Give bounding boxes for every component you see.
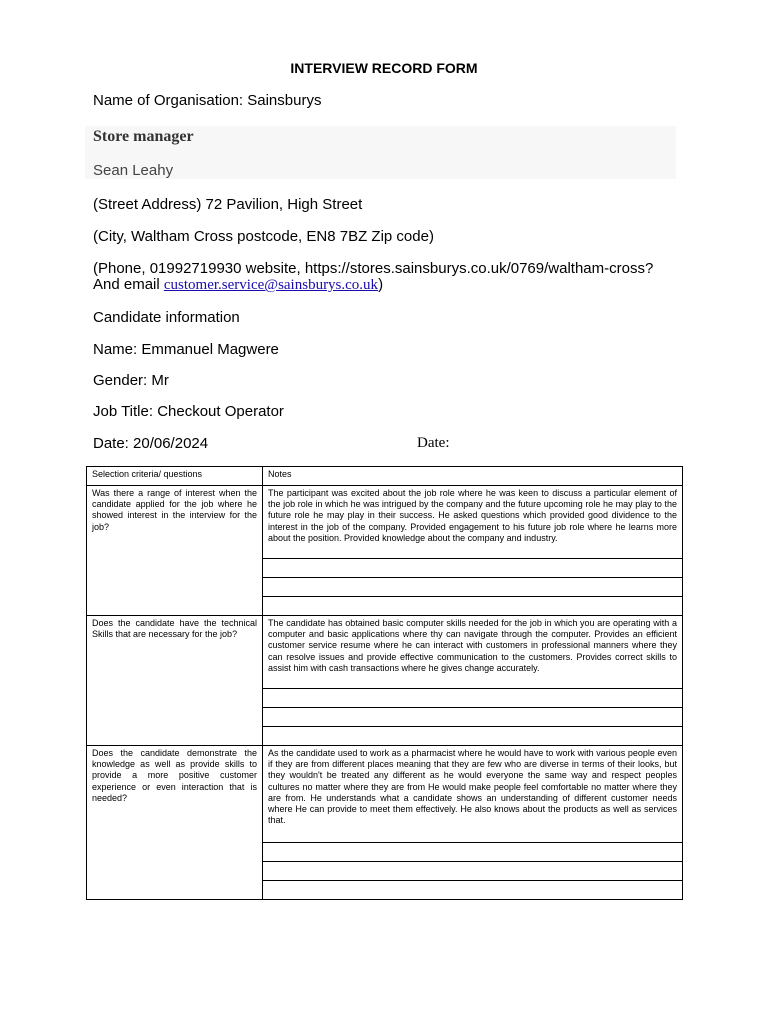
phone-website: (Phone, 01992719930 website, https://stores.sainsburys.co.uk/0769/waltham-cross? [93, 260, 654, 277]
form-title: INTERVIEW RECORD FORM [290, 60, 478, 76]
second-date-label: Date: [417, 435, 450, 451]
email-link[interactable]: customer.service@sainsburys.co.uk [163, 277, 379, 293]
table-row [87, 486, 683, 559]
blank-note-line[interactable] [263, 843, 683, 862]
blank-note-line[interactable] [263, 689, 683, 708]
email-suffix: ) [378, 276, 384, 293]
criteria-question: Does the candidate demonstrate the knowledge as well as provide skills to provide a more positive customer experience or even interaction that is needed? [87, 746, 263, 900]
blank-note-line[interactable] [263, 862, 683, 881]
selection-criteria-table [86, 466, 683, 900]
criteria-question: Was there a range of interest when the candidate applied for the job where he showed interest in the interview for the job? [87, 486, 263, 616]
candidate-job-title: Job Title: Checkout Operator [93, 403, 284, 420]
candidate-gender: Gender: Mr [93, 372, 169, 389]
column-header-notes: Notes [263, 467, 683, 486]
criteria-notes: The candidate has obtained basic computer skills needed for the job in which you are operating with a computer and basic applications where thy can navigate through the computer. Provides an efficient customer service resume where he can interact with customers in professional manners where they can resolve issues and provide effective communication to the customers. Provides correct skills to assist him with cash transactions where he gives change accurately. [263, 616, 683, 689]
email-prefix: And email [93, 276, 164, 293]
blank-note-line[interactable] [263, 881, 683, 900]
table-row [87, 616, 683, 689]
interview-date: Date: 20/06/2024 [93, 435, 209, 452]
blank-note-line[interactable] [263, 708, 683, 727]
city-postcode: (City, Waltham Cross postcode, EN8 7BZ Zip code) [93, 228, 434, 245]
store-manager-name: Sean Leahy [93, 162, 174, 179]
street-address: (Street Address) 72 Pavilion, High Street [93, 196, 363, 213]
blank-note-line[interactable] [263, 578, 683, 597]
criteria-notes: The participant was excited about the job role where he was keen to discuss a particular element of the job role in which he was intrigued by the company and the future upcoming role he may play to the future role he may play in their success. He asked questions which provided good dividence to the interest in the job of the company. Provided engagement to his future job role where he learns more about the position. Provided knowledge about the company and industry. [263, 486, 683, 559]
candidate-heading: Candidate information [93, 309, 240, 326]
candidate-name: Name: Emmanuel Magwere [93, 341, 279, 358]
blank-note-line[interactable] [263, 559, 683, 578]
table-row [87, 746, 683, 843]
store-manager-heading: Store manager [93, 128, 194, 145]
blank-note-line[interactable] [263, 597, 683, 616]
column-header-criteria: Selection criteria/ questions [87, 467, 263, 486]
criteria-notes: As the candidate used to work as a pharmacist where he would have to work with various people even if they are from different places meaning that they are few who are diverse in terms of their looks, but they wouldn't be treated any different as he would everyone the same way and respect peoples cultures no matter where they are from He would make people feel comfortable no matter where they are from. He understands what a candidate shows an understanding of different customer needs where He can provide to meet them effectively. He also knows about the products as well as services that. [263, 746, 683, 843]
email-line [93, 276, 383, 294]
organisation-line: Name of Organisation: Sainsburys [93, 92, 322, 109]
criteria-question: Does the candidate have the technical Skills that are necessary for the job? [87, 616, 263, 746]
blank-note-line[interactable] [263, 727, 683, 746]
table-header-row [87, 467, 683, 486]
